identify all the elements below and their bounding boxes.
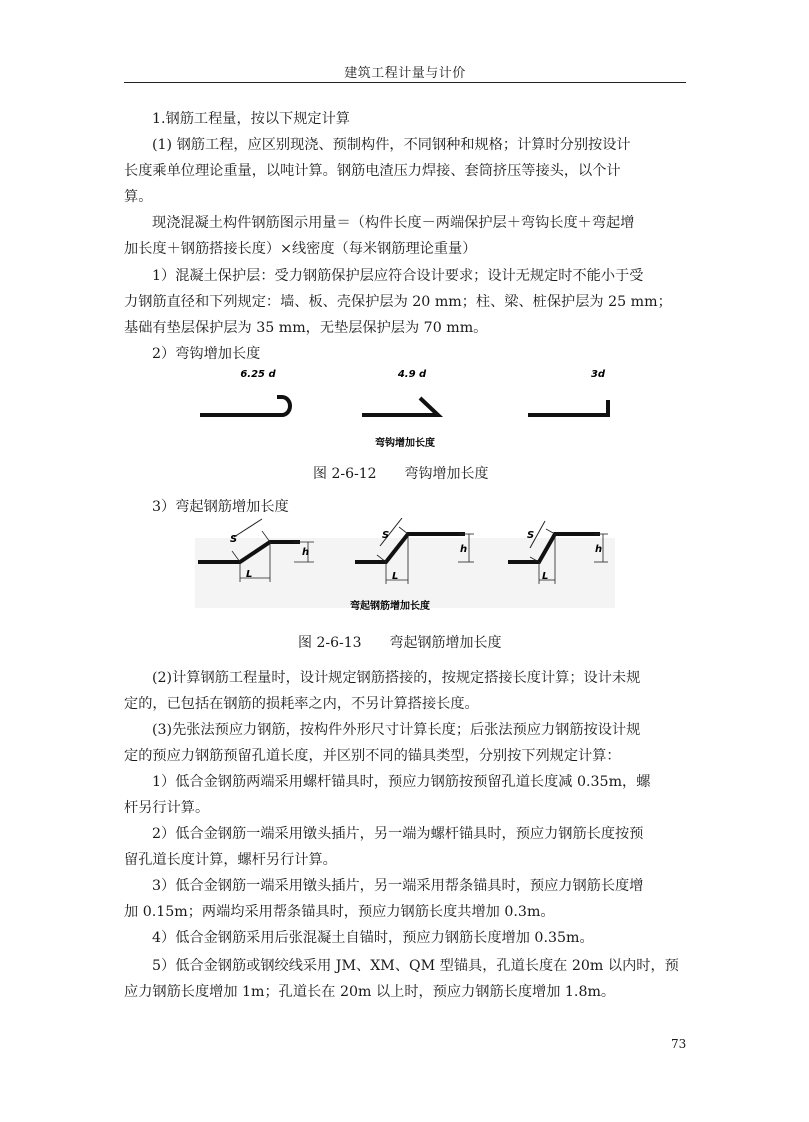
- hook-figure: [190, 362, 620, 454]
- running-header: 建筑工程计量与计价: [344, 66, 466, 81]
- bent-bar-figure: [190, 518, 620, 618]
- svg-text:S: S: [527, 530, 535, 541]
- paragraph-line: 3）低合金钢筋一端采用镦头插片，另一端采用帮条锚具时，预应力钢筋长度增: [152, 878, 644, 894]
- hook-180-shape: [200, 397, 290, 415]
- subsection-heading: 2）弯钩增加长度: [152, 346, 261, 362]
- paragraph-line: (1) 钢筋工程，应区别现浇、预制构件，不同钢种和规格；计算时分别按设计: [152, 137, 631, 153]
- svg-text:L: L: [392, 571, 399, 582]
- svg-text:S: S: [382, 530, 390, 541]
- hook-135-shape: [362, 398, 438, 415]
- paragraph-line: 1）低合金钢筋两端采用螺杆锚具时，预应力钢筋按预留孔道长度减 0.35m，螺: [152, 774, 651, 790]
- svg-text:L: L: [542, 571, 549, 582]
- paragraph-line: 留孔道长度计算，螺杆另行计算。: [124, 852, 337, 868]
- formula-line: 现浇混凝土构件钢筋图示用量＝（构件长度－两端保护层＋弯钩长度＋弯起增: [152, 215, 635, 231]
- page-number: 73: [671, 1037, 687, 1051]
- paragraph-line: (3)先张法预应力钢筋，按构件外形尺寸计算长度；后张法预应力钢筋按设计规: [152, 722, 641, 738]
- paragraph-line: 基础有垫层保护层为 35 mm，无垫层保护层为 70 mm。: [124, 320, 488, 336]
- hook-label-3: 3d: [590, 369, 606, 380]
- paragraph-line: 4）低合金钢筋采用后张混凝土自锚时，预应力钢筋长度增加 0.35m。: [152, 930, 594, 946]
- bent-bar-figure-title: 弯起钢筋增加长度: [350, 601, 430, 612]
- formula-line: 加长度＋钢筋搭接长度）×线密度（每米钢筋理论重量）: [124, 241, 477, 257]
- svg-text:L: L: [246, 569, 253, 580]
- section-heading: 1.钢筋工程量，按以下规定计算: [152, 111, 350, 127]
- paragraph-line: 2）低合金钢筋一端采用镦头插片，另一端为螺杆锚具时，预应力钢筋长度按预: [152, 826, 644, 842]
- paragraph-line: 算。: [124, 189, 153, 205]
- paragraph-line: 杆另行计算。: [124, 800, 210, 816]
- subsection-heading: 3）弯起钢筋增加长度: [152, 499, 289, 515]
- svg-text:S: S: [230, 534, 238, 545]
- paragraph-line: 力钢筋直径和下列规定：墙、板、壳保护层为 20 mm；柱、梁、桩保护层为 25 mm；: [124, 294, 672, 310]
- paragraph-line: 长度乘单位理论重量，以吨计算。钢筋电渣压力焊接、套筒挤压等接头，以个计: [124, 163, 621, 179]
- figure-caption-1: 图 2-6-12 弯钩增加长度: [313, 466, 489, 482]
- paragraph-line: 定的，已包括在钢筋的损耗率之内，不另计算搭接长度。: [124, 696, 479, 712]
- header-rule: [124, 82, 686, 83]
- svg-text:h: h: [460, 544, 468, 555]
- figure-caption-2: 图 2-6-13 弯起钢筋增加长度: [298, 635, 502, 651]
- hook-figure-title: 弯钩增加长度: [375, 438, 435, 449]
- hook-label-1: 6.25 d: [240, 369, 276, 380]
- paragraph-line: 定的预应力钢筋预留孔道长度，并区别不同的锚具类型，分别按下列规定计算：: [124, 748, 621, 764]
- svg-text:h: h: [595, 544, 603, 555]
- paragraph-line: 应力钢筋长度增加 1m；孔道长在 20m 以上时，预应力钢筋长度增加 1.8m。: [124, 984, 616, 1000]
- paragraph-line: (2)计算钢筋工程量时，设计规定钢筋搭接的，按规定搭接长度计算；设计未规: [152, 670, 641, 686]
- hook-90-shape: [528, 400, 608, 415]
- svg-text:h: h: [302, 547, 310, 558]
- hook-label-2: 4.9 d: [397, 369, 427, 380]
- paragraph-line: 1）混凝土保护层：受力钢筋保护层应符合设计要求；设计无规定时不能小于受: [152, 268, 644, 284]
- paragraph-line: 5）低合金钢筋或钢绞线采用 JM、XM、QM 型锚具，孔道长度在 20m 以内时，预: [152, 958, 679, 974]
- paragraph-line: 加 0.15m；两端均采用帮条锚具时，预应力钢筋长度共增加 0.3m。: [124, 904, 555, 920]
